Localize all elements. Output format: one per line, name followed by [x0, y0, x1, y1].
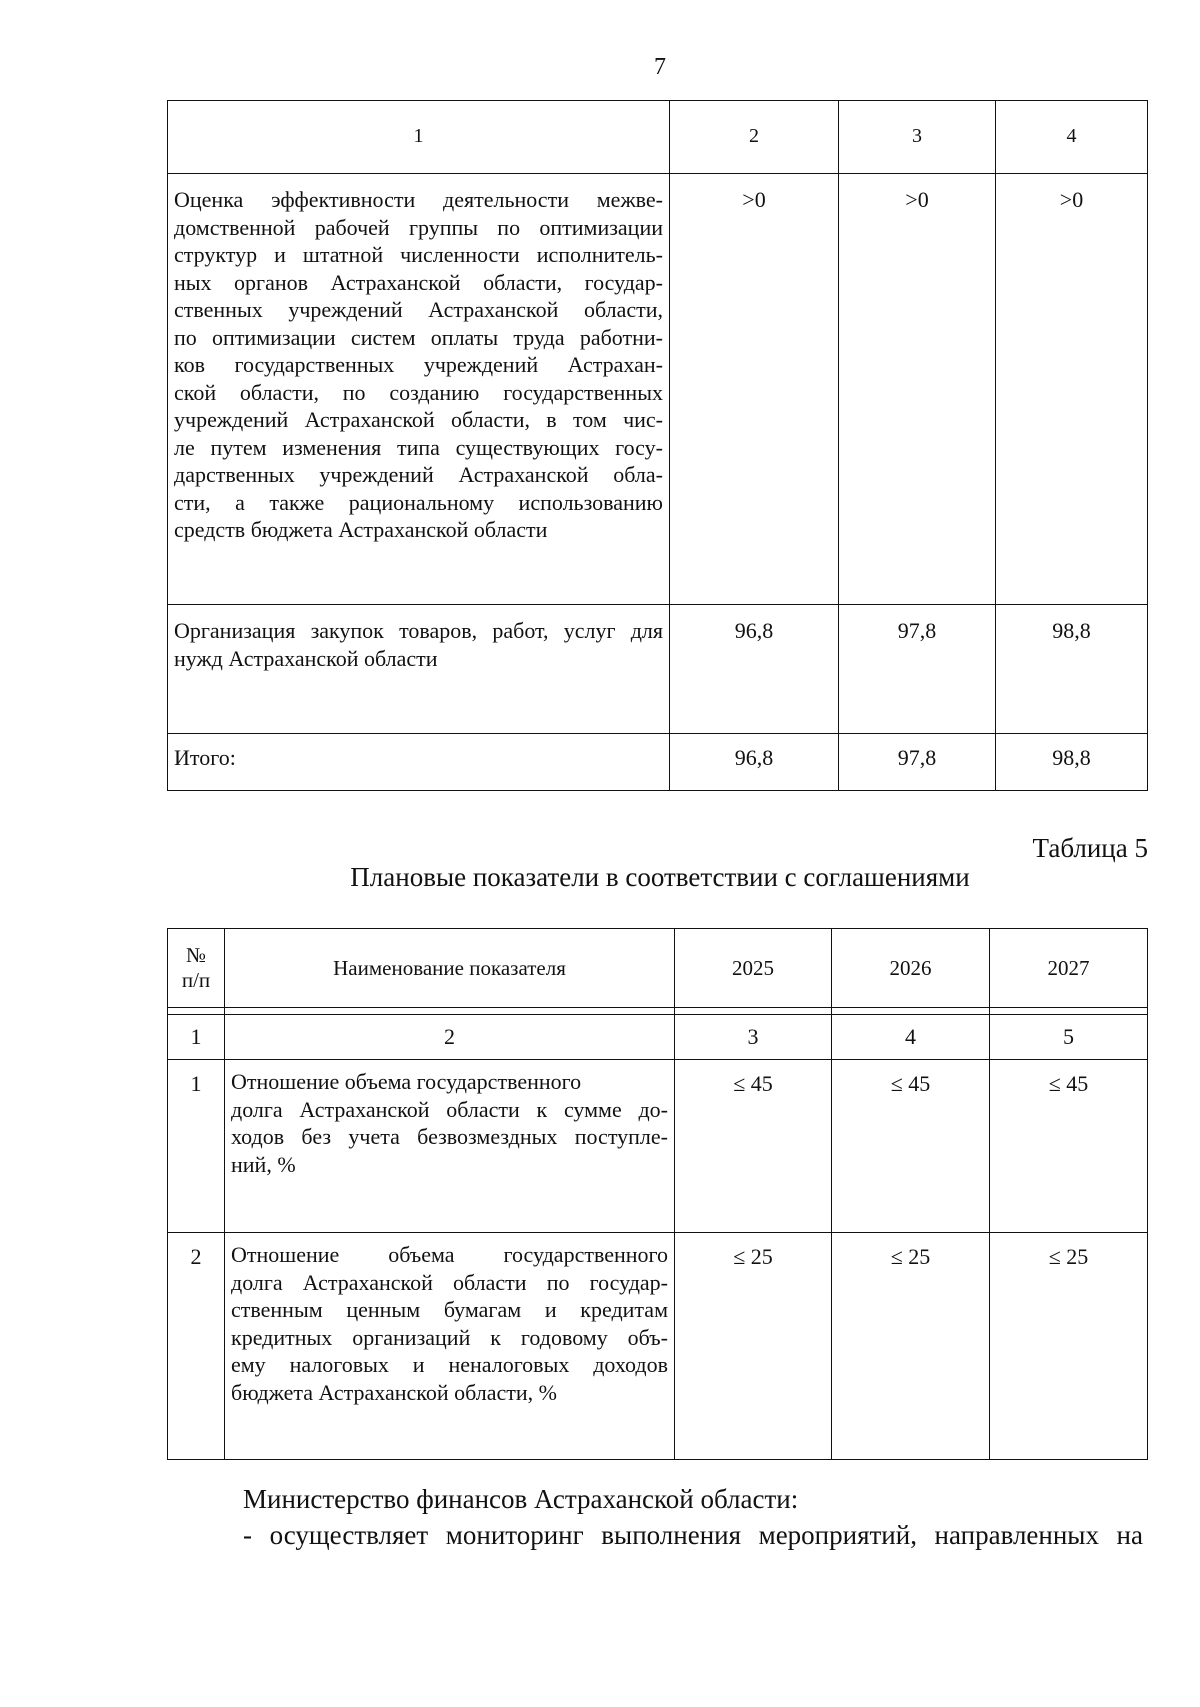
- column-header-year: 2025: [675, 929, 832, 1008]
- row-label: Отношение объема государственного долга Астраханской области к сумме до- ходов без учета безвозмездных поступле- ний, %: [225, 1060, 675, 1233]
- table-row: [168, 605, 1148, 734]
- table-title: Плановые показатели в соответствии с соглашениями: [350, 862, 970, 892]
- row-label: Отношение объема государственного долга Астраханской области по государ- ственным ценным бумагам и кредитам кредитных организаций к годовому объ- ему налоговых и неналоговых доходов бюджета Астраханской области, %: [225, 1233, 675, 1460]
- cell-value: >0: [670, 174, 839, 605]
- row-number: 1: [168, 1060, 225, 1233]
- column-index: 1: [168, 1015, 225, 1060]
- table-row: [168, 174, 1148, 605]
- column-header-year: 2027: [990, 929, 1148, 1008]
- cell-value: ≤ 45: [990, 1060, 1148, 1233]
- table-header-row: [168, 101, 1148, 174]
- cell-value: 97,8: [839, 734, 996, 791]
- column-header: 1: [168, 101, 670, 174]
- table-row: [168, 1233, 1148, 1460]
- cell-value: 96,8: [670, 605, 839, 734]
- column-header-number: № п/п: [168, 929, 225, 1008]
- header-separator: [168, 1008, 1148, 1015]
- column-index-row: [168, 1015, 1148, 1060]
- table-header-row: [168, 929, 1148, 1008]
- column-header-year: 2026: [832, 929, 990, 1008]
- column-index: 5: [990, 1015, 1148, 1060]
- column-header: 2: [670, 101, 839, 174]
- efficiency-table: [167, 100, 1148, 791]
- cell-value: >0: [996, 174, 1148, 605]
- table-total-row: [168, 734, 1148, 791]
- cell-value: 98,8: [996, 734, 1148, 791]
- column-header: 3: [839, 101, 996, 174]
- table-caption: Таблица 5: [1032, 833, 1148, 863]
- planned-indicators-table: [167, 928, 1148, 1460]
- paragraph-line: - осуществляет мониторинг выполнения мероприятий, направленных на: [243, 1520, 1143, 1550]
- column-header: 4: [996, 101, 1148, 174]
- cell-value: ≤ 25: [675, 1233, 832, 1460]
- cell-value: 96,8: [670, 734, 839, 791]
- column-index: 2: [225, 1015, 675, 1060]
- column-index: 4: [832, 1015, 990, 1060]
- cell-value: >0: [839, 174, 996, 605]
- table-row: [168, 1060, 1148, 1233]
- row-label: Организация закупок товаров, работ, услуг для нужд Астраханской области: [168, 605, 670, 734]
- cell-value: 97,8: [839, 605, 996, 734]
- cell-value: ≤ 25: [832, 1233, 990, 1460]
- row-number: 2: [168, 1233, 225, 1460]
- column-index: 3: [675, 1015, 832, 1060]
- row-label: Оценка эффективности деятельности межве- домственной рабочей группы по оптимизации структур и штатной численности исполнитель- ных органов Астраханской области, государ- ственных учреждений Астраханской области, по оптимизации систем оплаты труда работни- ков государственных учреждений Астрахан- ской области, по созданию государственных учреждений Астраханской области, в том чис- ле путем изменения типа существующих госу- дарственных учреждений Астраханской обла- сти, а также рациональному использованию средств бюджета Астраханской области: [168, 174, 670, 605]
- page-number: 7: [654, 54, 666, 80]
- column-header-name: Наименование показателя: [225, 929, 675, 1008]
- row-label: Итого:: [168, 734, 670, 791]
- paragraph-heading: Министерство финансов Астраханской области:: [243, 1484, 799, 1514]
- cell-value: 98,8: [996, 605, 1148, 734]
- cell-value: ≤ 25: [990, 1233, 1148, 1460]
- cell-value: ≤ 45: [675, 1060, 832, 1233]
- cell-value: ≤ 45: [832, 1060, 990, 1233]
